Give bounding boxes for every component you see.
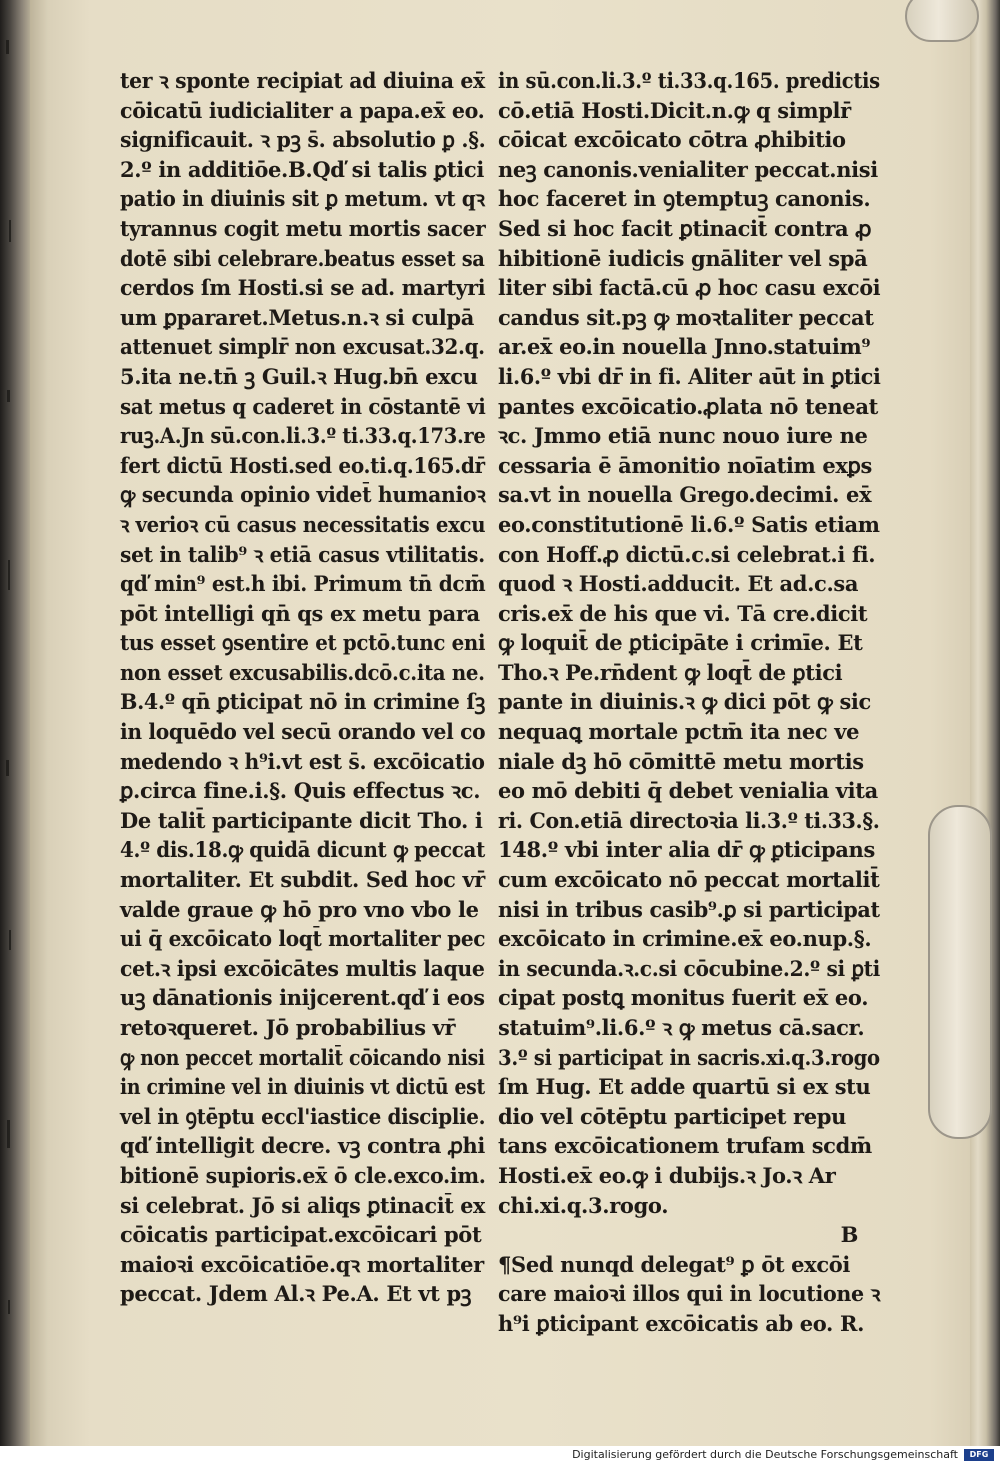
text-line: ꝙ loquit̄ de ꝑticipāte i crimīe. Et [498,630,863,656]
text-line: valde graue ꝙ hō pro vno vbo le [120,896,479,922]
text-line: nequaꝗ mortale pctm̄ ita nec ve [498,719,860,745]
text-line: 3.º si participat in sacris.xi.q.3.rogo [498,1044,880,1070]
text-line: ꝑ.circa fine.i.§. Quis effectus ꝛc. [120,778,481,804]
text-line: excōicato in crimine.ex̄ eo.nup.§. [498,926,872,952]
text-line: ꝙ non peccet mortalit̄ cōicando nisi [120,1044,485,1070]
text-line: pōt intelligi qn̄ qs ex metu para [120,600,480,626]
text-line: non esset excusabilis.dcō.c.ita ne. [120,659,485,685]
text-line: qď min⁹ est.h ibi. Primum tn̄ dcm̄ [120,571,486,597]
text-line: tans excōicationem trufam scdm̄ [498,1133,872,1159]
text-line: cet.ꝛ ipsi excōicātes multis laque [120,955,485,981]
text-line: in secunda.ꝛ.c.si cōcubine.2.º si ꝑti [498,955,880,981]
text-line: li.6.º vbi dr̄ in fi. Aliter aūt in ꝑtici [498,363,881,389]
clasp-top [905,0,979,42]
text-line: h⁹i ꝑticipant excōicatis ab eo. R. [498,1310,865,1336]
text-line: 148.º vbi inter alia dr̄ ꝙ ꝑticipans [498,837,875,863]
text-line: statuim⁹.li.6.º ꝛ ꝙ metus cā.sacr. [498,1015,865,1040]
text-line: ꝛ verioꝛ cū casus necessitatis excu [120,511,486,537]
text-line: 5.ita ne.tn̄ ꝫ Guil.ꝛ Hug.bn̄ excu [120,363,478,389]
text-line: significauit. ꝛ pꝫ s̄. absolutio ꝑ .§. [120,127,486,153]
text-line: maioꝛi excōicatiōe.qꝛ mortaliter [120,1251,484,1277]
text-line: nisi in tribus casib⁹.ꝑ si participat [498,896,880,922]
text-line: attenuet simplr̄ non excusat.32.q. [120,334,485,360]
text-line: liter sibi factā.cū ꝓ hoc casu excōi [498,275,881,301]
left-text-column [120,66,485,1309]
text-line: retoꝛqueret. Jō probabilius vr̄ [120,1015,456,1040]
clasp-middle [928,805,992,1139]
text-line: chi.xi.q.3.rogo. [498,1192,669,1218]
text-line: cōicatū iudicialiter a papa.ex̄ eo. [120,97,485,123]
text-line: ſm Hug. Et adde quartū si ex stu [498,1074,871,1100]
text-line: dotē sibi celebrare.beatus esset sa [120,245,485,271]
text-line: neꝫ canonis.venialiter peccat.nisi [498,156,878,182]
text-line: ui q̄ excōicato loqt̄ mortaliter pec [120,926,486,952]
text-line: vel in ꝯtēptu eccl'iastice disciplie. [120,1103,486,1129]
text-line: Tho.ꝛ Pe.rn̄dent ꝙ loqt̄ de ꝑtici [498,659,843,685]
text-line: fert dictū Hosti.sed eo.ti.q.165.dr̄ [120,452,485,478]
text-line: 2.º in additiōe.B.Qď si talis ꝑtici [120,156,484,182]
text-line: quod ꝛ Hosti.adducit. Et ad.c.sa [498,571,859,597]
text-line: in sū.con.li.3.º ti.33.q.165. predictis [498,68,880,93]
text-line: cerdos ſm Hosti.si se ad. martyri [120,275,486,301]
text-line: 4.º dis.18.ꝙ quidā dicunt ꝙ peccat [120,837,485,863]
dfg-logo: DFG [964,1449,994,1461]
text-line: cōicatis participat.excōicari pōt [120,1222,482,1248]
text-line: tus esset ꝯsentire et pctō.tunc eni [120,630,486,656]
digitization-footer [0,1446,1000,1464]
text-line: cō.etiā Hosti.Dicit.n.ꝙ q simplr̄ [498,97,851,123]
text-line: ter ꝛ sponte recipiat ad diuina ex̄ [120,68,485,93]
text-line: ꝙ secunda opinio videt̄ humanioꝛ [120,482,486,508]
text-line: dio vel cōtēptu participet repu [498,1103,847,1129]
text-line: in loquēdo vel secū orando vel co [120,719,486,745]
text-line: con Hoff.ꝓ dictū.c.si celebrat.i fi. [498,541,876,567]
text-line: ruꝫ.A.Jn sū.con.li.3.º ti.33.q.173.re [120,423,486,449]
text-line: tyrannus cogit metu mortis sacer [120,215,486,241]
page-fore-edge [970,0,1000,1446]
text-line: De talit̄ participante dicit Tho. i [120,807,483,833]
text-line: sat metus q caderet in cōstantē vi [120,393,486,419]
text-line: pante in diuinis.ꝛ ꝙ dici pōt ꝙ sic [498,689,871,715]
text-line: mortaliter. Et subdit. Sed hoc vr̄ [120,867,485,893]
text-line: ꝛc. Jmmo etiā nunc nouo iure ne [498,423,868,449]
text-line: peccat. Jdem Al.ꝛ Pe.A. Et vt pꝫ [120,1281,472,1307]
text-line: patio in diuinis sit ꝑ metum. vt qꝛ [120,186,485,212]
text-line: set in talib⁹ ꝛ etiā casus vtilitatis. [120,541,485,567]
text-line: candus sit.pꝫ ꝙ moꝛtaliter peccat [498,304,874,330]
text-line: cipat postꝗ monitus fuerit ex̄ eo. [498,985,869,1011]
text-line: hoc faceret in ꝯtemptuꝫ canonis. [498,186,871,212]
text-line: uꝫ dānationis inijcerent.qď i eos [120,985,485,1011]
binding-stitch-marks [0,0,30,1446]
text-line: Sed si hoc facit ꝑtinacit̄ contra ꝓ [498,215,872,241]
text-line: cōicat excōicato cōtra ꝓhibitio [498,127,846,153]
text-line: si celebrat. Jō si aliqs ꝑtinacit̄ ex [120,1192,486,1218]
right-text-column [498,66,880,1339]
text-line: eo.constitutionē li.6.º Satis etiam [498,511,880,537]
text-line: bitionē supioris.ex̄ ō cle.exco.im. [120,1162,486,1188]
text-line: ¶Sed nunqd delegat⁹ ꝑ ōt excōi [498,1251,851,1277]
text-line: ri. Con.etiā directoꝛia li.3.º ti.33.§. [498,807,880,833]
text-line: sa.vt in nouella Grego.decimi. ex̄ [498,482,872,508]
text-line: eo mō debiti q̄ debet venialia vita [498,778,878,804]
text-line: B.4.º qn̄ ꝑticipat nō in crimine ſꝫ [120,689,486,715]
text-line: cessaria ē āmonitio noīatim exꝑs [498,452,873,478]
text-line: in crimine vel in diuinis vt dictū est [120,1074,485,1100]
catchword: B [840,1222,858,1248]
funding-credit: Digitalisierung gefördert durch die Deutsche Forschungsgemeinschaft [572,1448,958,1461]
text-line: hibitionē iudicis gnāliter vel spā [498,245,868,271]
text-line: ar.ex̄ eo.in nouella Jnno.statuim⁹ [498,334,871,360]
text-line: cum excōicato nō peccat mortalit̄ [498,867,880,893]
text-line: medendo ꝛ h⁹i.vt est s̄. excōicatio [120,748,485,774]
text-line: care maioꝛi illos qui in locutione ꝛ [498,1281,881,1307]
text-line: pantes excōicatio.ꝓlata nō teneat [498,393,878,419]
text-line: niale dꝫ hō cōmittē metu mortis [498,748,864,774]
text-line: qď intelligit decre. vꝫ contra ꝓhi [120,1133,485,1159]
text-line: Hosti.ex̄ eo.ꝙ i dubijs.ꝛ Jo.ꝛ Ar [498,1162,836,1188]
text-line: um ꝑpararet.Metus.n.ꝛ si culpā [120,304,475,330]
text-line: cris.ex̄ de his que vi. Tā cre.dicit [498,600,868,626]
